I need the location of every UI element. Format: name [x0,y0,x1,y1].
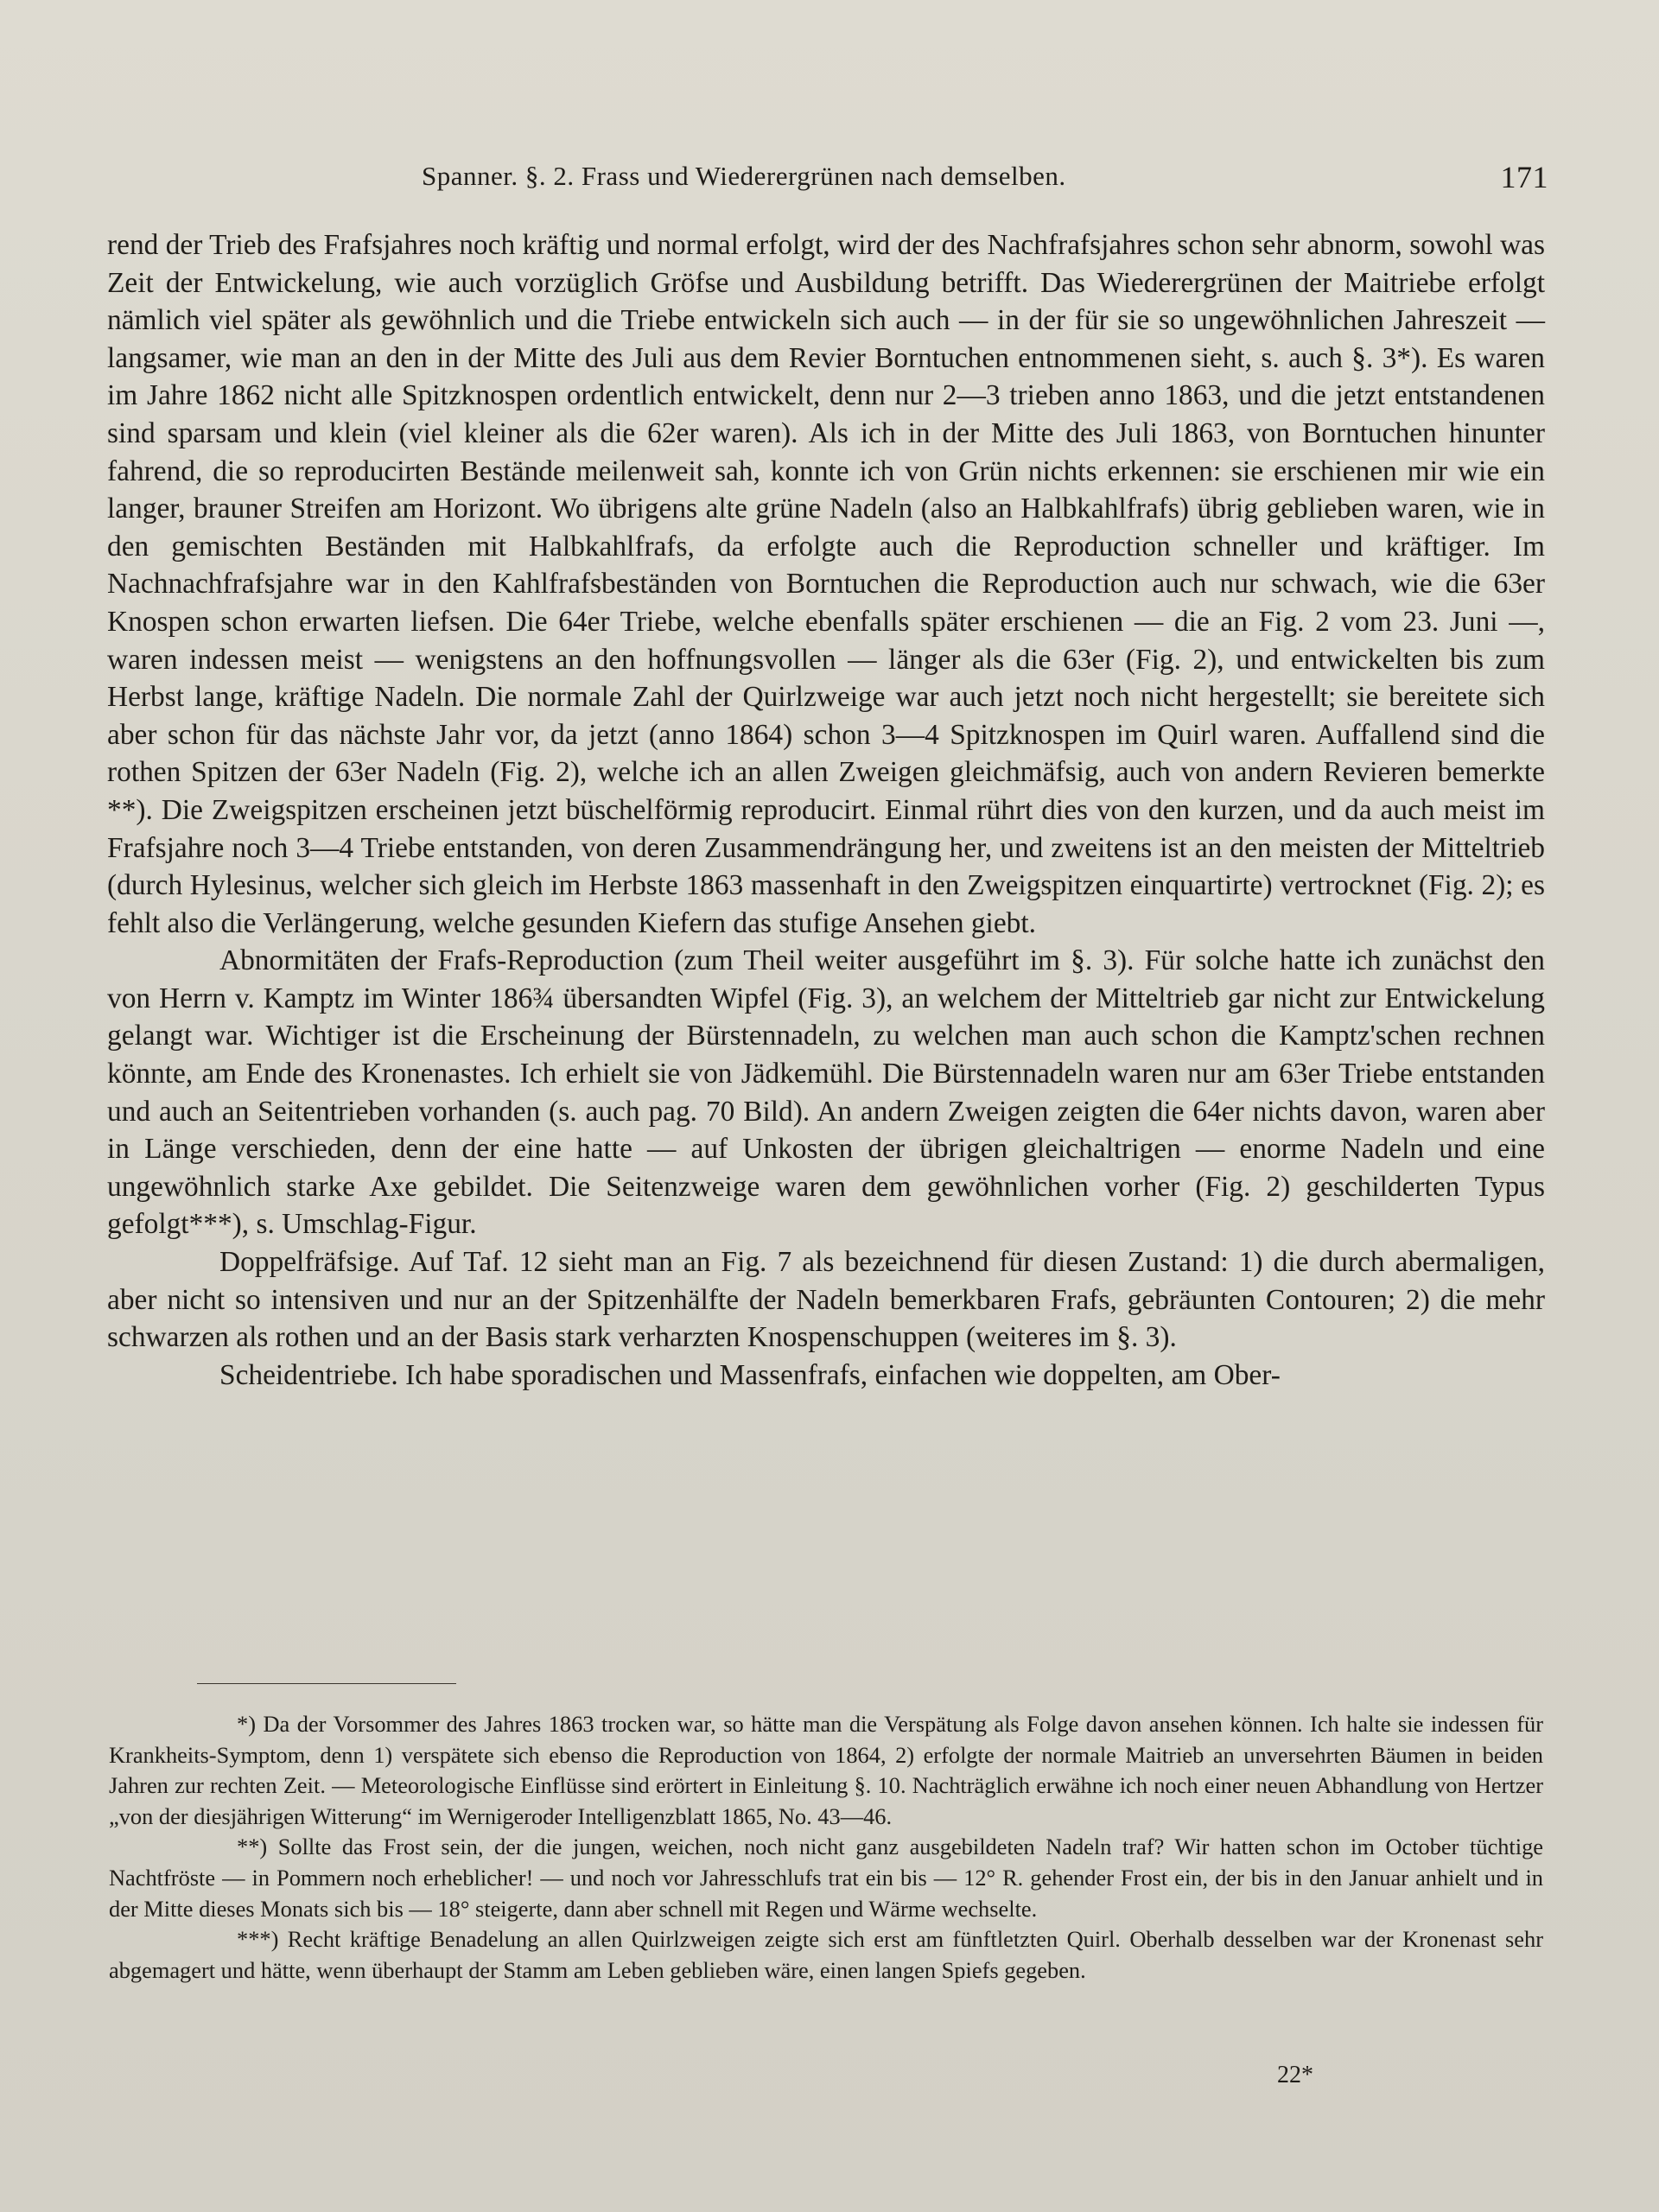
footnote-2: **) Sollte das Frost sein, der die jungen, weichen, noch nicht ganz ausgebildeten Nadeln traf? Wir hatten schon im October tüchtige Nachtfröste — in Pommern noch erheblicher! — und noch vor Jahresschlufs trat ein bis — 12° R. gehender Frost ein, der bis in den Januar anhielt und in der Mitte dieses Monats sich bis — 18° steigerte, dann aber schnell mit Regen und Wärme wechselte. [109,1834,1543,1922]
running-title: Spanner. §. 2. Frass und Wiederergrünen nach demselben. [422,161,1066,191]
footnote-3: ***) Recht kräftige Benadelung an allen Quirlzweigen zeigte sich erst am fünftletzten Quirl. Oberhalb desselben war der Kronenast sehr abgemagert und hätte, wenn überhaupt der Stamm am Leben geblieben wäre, einen langen Spiefs gegeben. [109,1926,1543,1983]
footnote-rule [197,1683,456,1684]
paragraph-doppelfraessige: Doppelfräfsige. Auf Taf. 12 sieht man an Fig. 7 als bezeichnend für diesen Zustand: 1) die durch abermaligen, aber nicht so intensiven und nur an der Spitzenhälfte der Nadeln bemerkbaren Frafs, gebräunten Contouren; 2) die mehr schwarzen als rothen und an der Basis stark verharzten Knospenschuppen (weiteres im §. 3). [107,1246,1545,1354]
signature-mark: 22* [1277,2062,1313,2088]
page-number: 171 [1500,160,1548,194]
body-text [107,226,1545,1394]
running-header [111,157,1548,200]
footnote-1: *) Da der Vorsommer des Jahres 1863 trocken war, so hätte man die Verspätung als Folge davon ansehen können. Ich halte sie indessen für Krankheits-Symptom, denn 1) verspätete sich ebenso die Reproduction von 1864, 2) erfolgte der normale Maitrieb an unversehrten Bäumen in beiden Jahren zur rechten Zeit. — Meteorologische Einflüsse sind erörtert in Einleitung §. 10. Nachträglich erwähne ich noch einer neuen Abhandlung von Hertzer „von der diesjährigen Witterung“ im Wernigeroder Intelligenzblatt 1865, No. 43—46. [109,1711,1543,1829]
paragraph-scheidentriebe: Scheidentriebe. Ich habe sporadischen und Massenfrafs, einfachen wie doppelten, am Ober- [219,1358,1281,1391]
paragraph-1: rend der Trieb des Frafsjahres noch kräftig und normal erfolgt, wird der des Nachfrafsjahres schon sehr abnorm, sowohl was Zeit der Entwickelung, wie auch vorzüglich Gröfse und Ausbildung betrifft. Das Wiederergrünen der Maitriebe erfolgt nämlich viel später als gewöhnlich und die Triebe entwickeln sich auch — in der für sie so ungewöhnlichen Jahreszeit — langsamer, wie man an den in der Mitte des Juli aus dem Revier Borntuchen entnommenen sieht, s. auch §. 3*). Es waren im Jahre 1862 nicht alle Spitzknospen ordentlich entwickelt, denn nur 2—3 trieben anno 1863, und die jetzt entstandenen sind sparsam und klein (viel kleiner als die 62er waren). Als ich in der Mitte des Juli 1863, von Borntuchen hinunter fahrend, die so reproducirten Bestände meilenweit sah, konnte ich von Grün nichts erkennen: sie erschienen mir wie ein langer, brauner Streifen am Horizont. Wo übrigens alte grüne Nadeln (also an Halbkahlfrafs) übrig geblieben waren, wie in den gemischten Beständen mit Halbkahlfrafs, da erfolgte auch die Reproduction schneller und kräftiger. Im Nachnachfrafsjahre war in den Kahlfrafsbeständen von Borntuchen die Reproduction auch nur schwach, wie die 63er Knospen schon erwarten liefsen. Die 64er Triebe, welche ebenfalls später erschienen — die an Fig. 2 vom 23. Juni —, waren indessen meist — wenigstens an den hoffnungsvollen — länger als die 63er (Fig. 2), und entwickelten bis zum Herbst lange, kräftige Nadeln. Die normale Zahl der Quirlzweige war auch jetzt noch nicht hergestellt; sie bereitete sich aber schon für das nächste Jahr vor, da jetzt (anno 1864) schon 3—4 Spitzknospen im Quirl waren. Auffallend sind die rothen Spitzen der 63er Nadeln (Fig. 2), welche ich an allen Zweigen gleichmäfsig, auch von andern Revieren bemerkte **). Die Zweigspitzen erscheinen jetzt büschelförmig reproducirt. Einmal rührt dies von den kurzen, und da auch meist im Frafsjahre noch 3—4 Triebe entstanden, von deren Zusammendrängung her, und zweitens ist an den meisten der Mitteltrieb (durch Hylesinus, welcher sich gleich im Herbste 1863 massenhaft in den Zweigspitzen einquartirte) vertrocknet (Fig. 2); es fehlt also die Verlängerung, welche gesunden Kiefern das stufige Ansehen giebt. [107,229,1545,939]
footnotes [109,1709,1543,1986]
paragraph-abnormitaeten: Abnormitäten der Frafs-Reproduction (zum Theil weiter ausgeführt im §. 3). Für solche hatte ich zunächst den von Herrn v. Kamptz im Winter 186¾ übersandten Wipfel (Fig. 3), an welchem der Mitteltrieb gar nicht zur Entwickelung gelangt war. Wichtiger ist die Erscheinung der Bürstennadeln, zu welchen man auch schon die Kamptz'schen rechnen könnte, am Ende des Kronenastes. Ich erhielt sie von Jädkemühl. Die Bürstennadeln waren nur am 63er Triebe entstanden und auch an Seitentrieben vorhanden (s. auch pag. 70 Bild). An andern Zweigen zeigten die 64er nichts davon, waren aber in Länge verschieden, denn der eine hatte — auf Unkosten der übrigen gleichaltrigen — enorme Nadeln und eine ungewöhnlich starke Axe gebildet. Die Seitenzweige waren dem gewöhnlichen vorher (Fig. 2) geschilderten Typus gefolgt***), s. Umschlag-Figur. [107,944,1545,1241]
